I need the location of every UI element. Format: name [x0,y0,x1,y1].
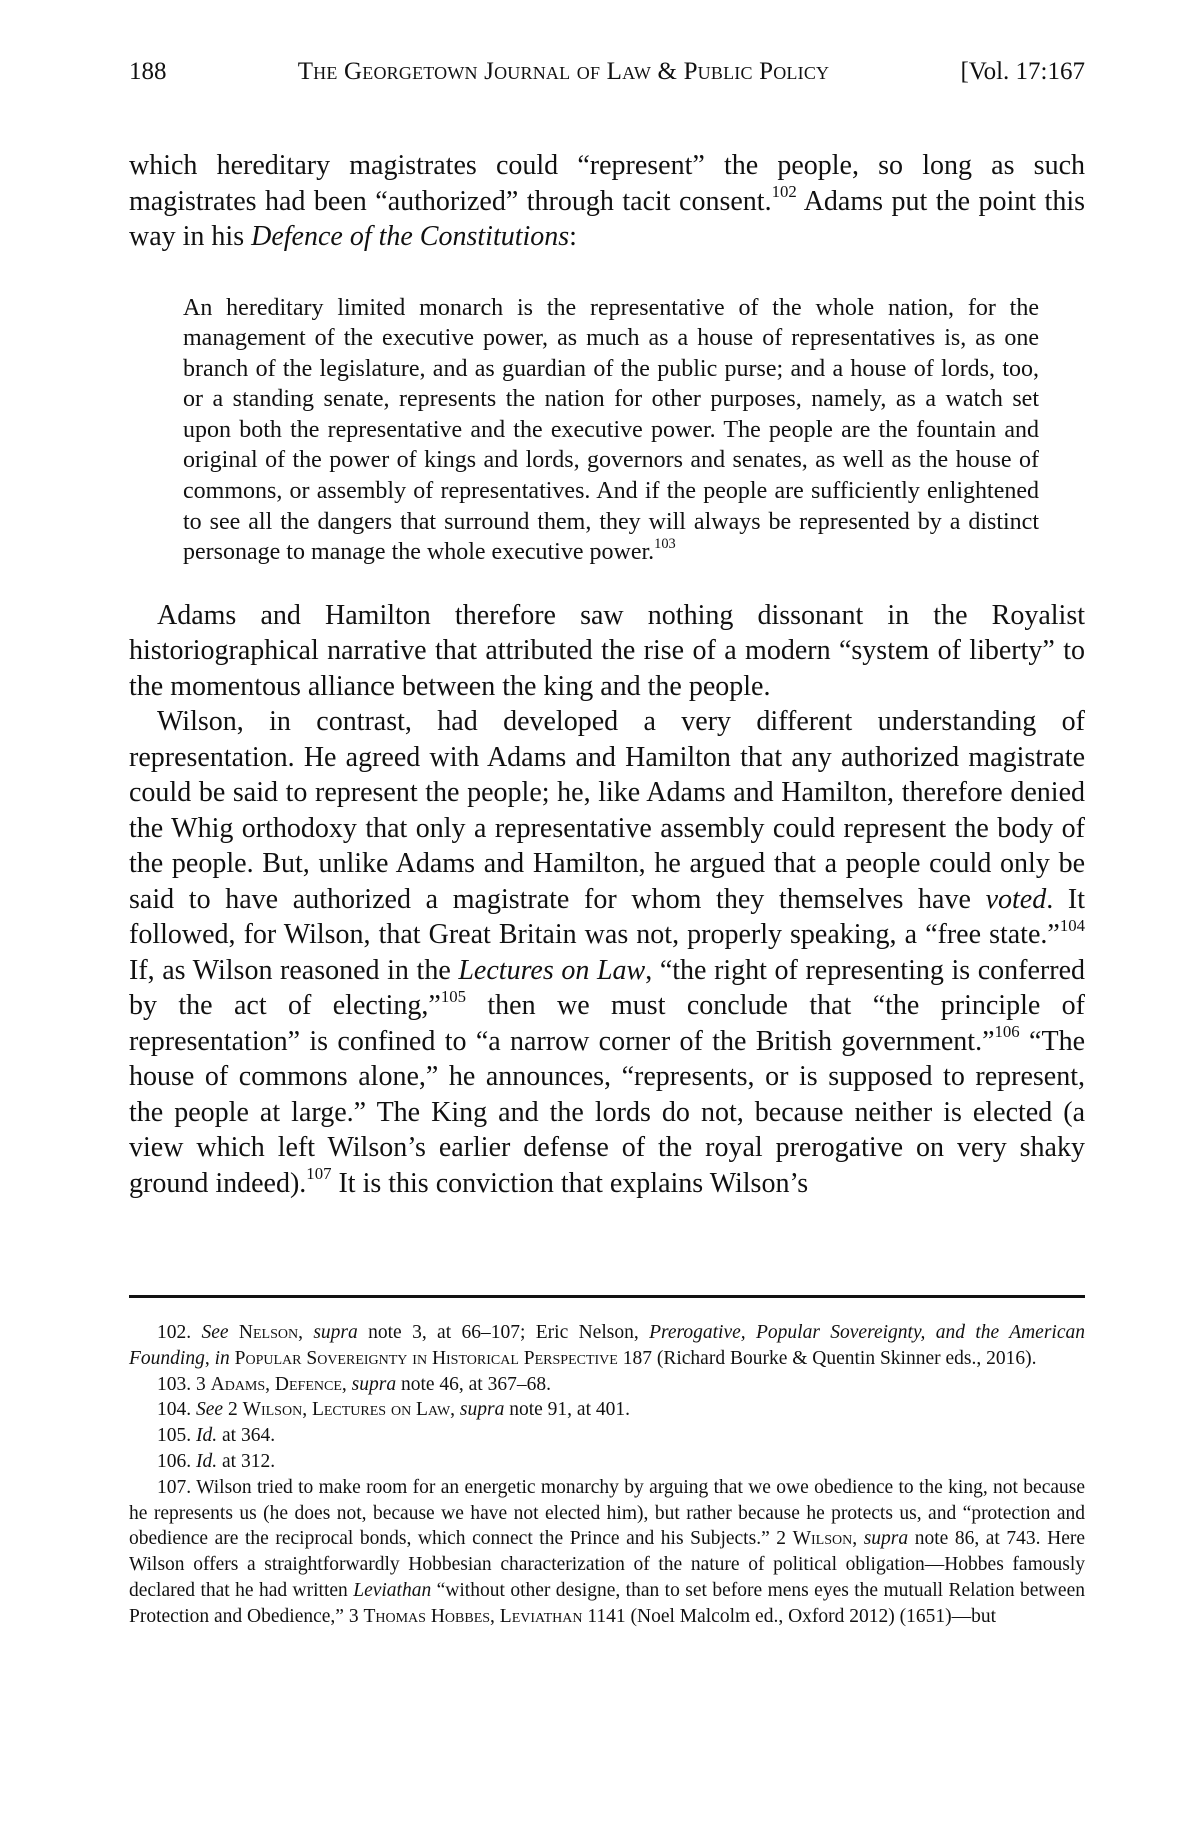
footnote-104: 104. See 2 Wilson, Lectures on Law, supra note 91, at 401. [157,1399,631,1421]
paragraph-1: which hereditary magistrates could “represent” the people, so long as such magistrates had been “authorized” through tacit consent.$^{102}$ Adams put the point this way in his Defence of the Constitutions: [129,150,1085,252]
work-title: Defence of the Constitutions [251,221,570,252]
footnote-103: 103. 3 Adams, Defence, supra note 46, at 367–68. [157,1373,551,1395]
block-quote: An hereditary limited monarch is the representative of the whole nation, for the management of the executive power, as much as a house of representatives is, as one branch of the legislature, and as guardian of the public purse; and a house of lords, too, or a standing senate, represents the nation for other purposes, namely, as a watch set upon both the representative and the executive power. The people are the fountain and original of the power of kings and lords, governors and senates, as well as the house of commons, or assembly of representatives. And if the people are sufficiently enlightened to see all the dangers that surround them, they will always be represented by a distinct personage to manage the whole executive power.$^{103}$ [183,294,1039,566]
footnote-106: 106. Id. at 312. [157,1450,276,1472]
footnote-ref-102[interactable]: 102 [771,181,797,201]
footnote-102: 102. See Nelson, supra note 3, at 66–107; Eric Nelson, Prerogative, Popular Sovereignty, and the American Founding, in Popular Sovereignty in Historical Perspective 187 (Richard Bourke & Quentin Skinner eds., 2016). [129,1322,1085,1369]
footnote-107: 107. Wilson tried to make room for an energetic monarchy by arguing that we owe obedience to the king, not because he represents us (he does not, because we have not elected him), but rather because he protects us, and “protection and obedience are the reciprocal bonds, which connect the Prince and his Subjects.” 2 Wilson, supra note 86, at 743. Here Wilson offers a straightforwardly Hobbesian characterization of the nature of political obligation—Hobbes famously declared that he had written Leviathan “without other designe, than to set before mens eyes the mutuall Relation between Protection and Obedience,” 3 Thomas Hobbes, Leviathan 1141 (Noel Malcolm ed., Oxford 2012) (1651)—but [129,1476,1085,1627]
footnote-ref-106[interactable]: 106 [994,1022,1020,1042]
footnote-ref-107[interactable]: 107 [306,1164,332,1184]
footnote-ref-103[interactable]: 103 [654,536,676,553]
footnote-ref-105[interactable]: 105 [440,986,466,1006]
paragraph-2: Adams and Hamilton therefore saw nothing dissonant in the Royalist historiographical narrative that attributed the rise of a modern “system of liberty” to the momentous alliance between the king and the people. [129,599,1085,702]
paragraph-3: Wilson, in contrast, had developed a very different understanding of representation. He agreed with Adams and Hamilton that any authorized magistrate could be said to represent the people; he, like Adams and Hamilton, therefore denied the Whig orthodoxy that only a representative assembly could represent the body of the people. But, unlike Adams and Hamilton, he argued that a people could only be said to have authorized a magistrate for whom they themselves have voted. It followed, for Wilson, that Great Britain was not, properly speaking, a “free state.”$^{104}$ If, as Wilson reasoned in the Lectures on Law, “the right of representing is conferred by the act of electing,”$^{105}$ then we must conclude that “the principle of representation” is confined to “a narrow corner of the British government.”$^{106}$ “The house of commons alone,” he announces, “represents, or is supposed to represent, the people at large.” The King and the lords do not, because neither is elected (a view which left Wilson’s earlier defense of the royal prerogative on very shaky ground indeed).$^{107}$ It is this conviction that explains Wilson’s [129,706,1086,1199]
footnote-ref-104[interactable]: 104 [1059,915,1085,935]
journal-title: The Georgetown Journal of Law & Public Policy [297,58,830,85]
volume-citation: [Vol. 17:167 [960,58,1085,85]
page-number: 188 [129,58,167,85]
running-header [129,58,1085,86]
footnote-divider [129,1295,1085,1298]
main-text [129,148,1085,1201]
footnote-105: 105. Id. at 364. [157,1425,276,1447]
footnotes [129,1320,1085,1630]
